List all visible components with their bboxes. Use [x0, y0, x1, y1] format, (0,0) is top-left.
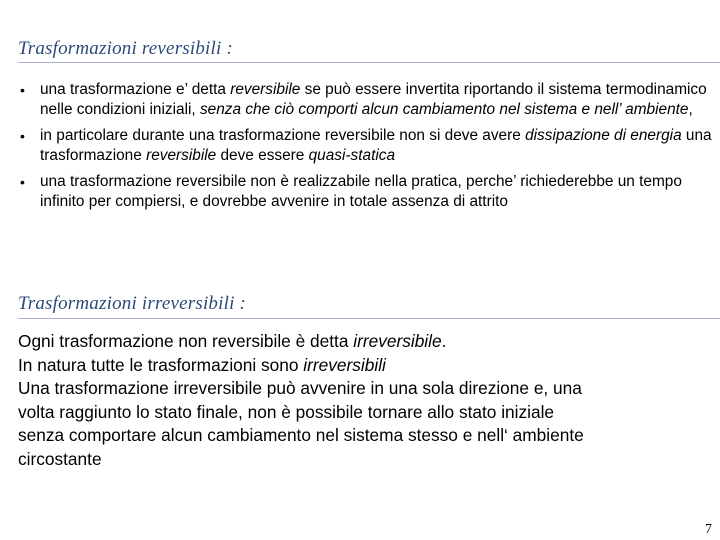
emphasis-text: irreversibili [303, 354, 386, 375]
irreversibili-paragraph [18, 330, 708, 471]
text-run: . [441, 331, 447, 351]
emphasis-text: senza che ciò comporti alcun cambiamento nel sistema e nell’ ambiente [199, 101, 689, 118]
text-run: una trasformazione e’ detta [40, 81, 231, 98]
section-title-reversibili: Trasformazioni reversibili : [18, 38, 233, 59]
bullet-icon: • [20, 82, 25, 98]
paragraph-line [18, 354, 708, 378]
text-run: In natura tutte le trasformazioni sono [18, 354, 304, 375]
title-underline [18, 62, 720, 63]
bullet-icon: • [20, 174, 25, 190]
text-run: una trasformazione reversibile non è realizzabile nella pratica, perche’ richiederebbe un tempo infinito per compiersi, e dovrebbe avvenire in totale assenza di attrito [40, 173, 682, 210]
paragraph-line [18, 330, 708, 354]
section-title-irreversibili: Trasformazioni irreversibili : [18, 293, 247, 314]
bullet-item [18, 80, 718, 120]
paragraph-line [18, 401, 708, 425]
text-run: Ogni trasformazione non reversibile è detta [18, 331, 354, 351]
paragraph-line [18, 424, 708, 448]
bullet-list [18, 80, 718, 218]
title-underline [18, 318, 720, 319]
emphasis-text: reversibile [230, 81, 301, 98]
emphasis-text: quasi-statica [308, 147, 396, 164]
text-run: senza comportare alcun cambiamento nel sistema stesso e nell‘ ambiente [18, 425, 584, 445]
bullet-item [18, 172, 718, 212]
emphasis-text: irreversibile [353, 331, 442, 351]
page-number: 7 [705, 522, 712, 537]
bullet-item [18, 126, 718, 166]
paragraph-line [18, 448, 708, 472]
text-run: deve essere [216, 147, 309, 164]
emphasis-text: reversibile [146, 147, 217, 164]
text-run: volta raggiunto lo stato finale, non è possibile tornare allo stato iniziale [18, 401, 555, 422]
paragraph-line [18, 377, 708, 401]
text-run: una trasformazione [40, 127, 712, 164]
text-run: circostante [18, 448, 102, 469]
bullet-icon: • [20, 128, 25, 144]
text-run: Una trasformazione irreversibile può avvenire in una sola direzione e, una [18, 378, 582, 398]
emphasis-text: dissipazione di energia [525, 127, 682, 144]
text-run: se può essere invertita riportando il sistema termodinamico nelle condizioni iniziali, [40, 81, 707, 118]
text-run: in particolare durante una trasformazione reversibile non si deve avere [40, 127, 526, 144]
text-run: , [688, 101, 693, 118]
